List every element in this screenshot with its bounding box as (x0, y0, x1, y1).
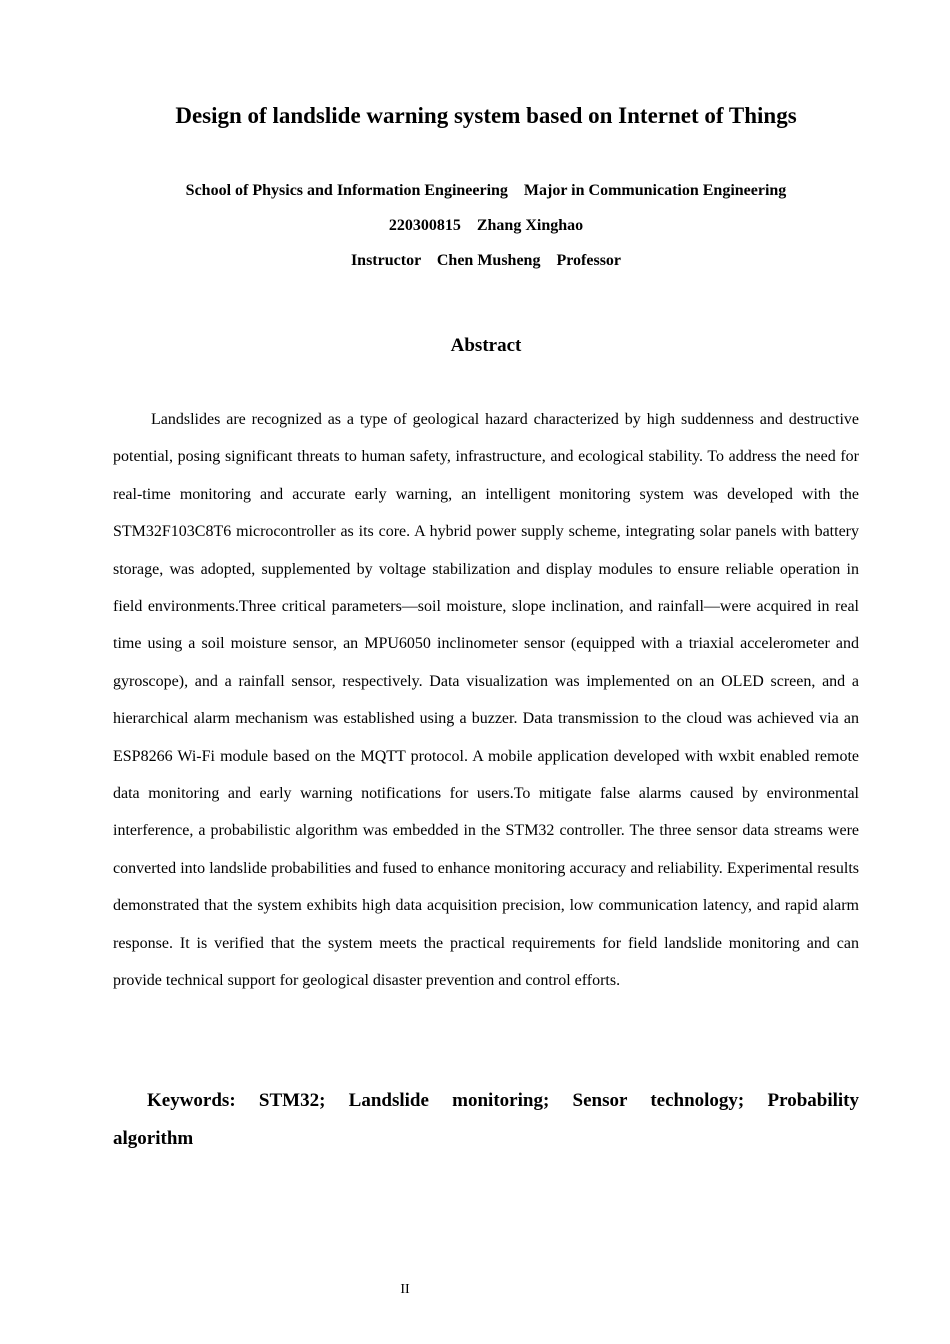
keywords-line: Keywords: STM32; Landslide monitoring; Sensor technology; Probability algorithm (113, 1090, 859, 1149)
school-major-line: School of Physics and Information Engineering Major in Communication Engineering (185, 182, 787, 199)
abstract-heading: Abstract (450, 335, 522, 356)
paper-title: Design of landslide warning system based on Internet of Things (175, 103, 797, 128)
abstract-body: Landslides are recognized as a type of geological hazard characterized by high suddenness and destructive potential, posing significant threats to human safety, infrastructure, and ecological stability. To address the need for real-time monitoring and accurate early warning, an intelligent monitoring system was developed with the STM32F103C8T6 microcontroller as its core. A hybrid power supply scheme, integrating solar panels with battery storage, was adopted, supplemented by voltage stabilization and display modules to ensure reliable operation in field environments.Three critical parameters—soil moisture, slope inclination, and rainfall—were acquired in real time using a soil moisture sensor, an MPU6050 inclinometer sensor (equipped with a triaxial accelerometer and gyroscope), and a rainfall sensor, respectively. Data visualization was implemented on an OLED screen, and a hierarchical alarm mechanism was established using a buzzer. Data transmission to the cloud was achieved via an ESP8266 Wi-Fi module based on the MQTT protocol. A mobile application developed with wxbit enabled remote data monitoring and early warning notifications for users.To mitigate false alarms caused by environmental interference, a probabilistic algorithm was embedded in the STM32 controller. The three sensor data streams were converted into landslide probabilities and fused to enhance monitoring accuracy and reliability. Experimental results demonstrated that the system exhibits high data acquisition precision, low communication latency, and rapid alarm response. It is verified that the system meets the practical requirements for field landslide monitoring and can provide technical support for geological disaster prevention and control efforts. (113, 411, 859, 990)
page-number: II (400, 1282, 410, 1297)
instructor-line: Instructor Chen Musheng Professor (350, 252, 622, 269)
student-id-name-line: 220300815 Zhang Xinghao (388, 217, 584, 234)
